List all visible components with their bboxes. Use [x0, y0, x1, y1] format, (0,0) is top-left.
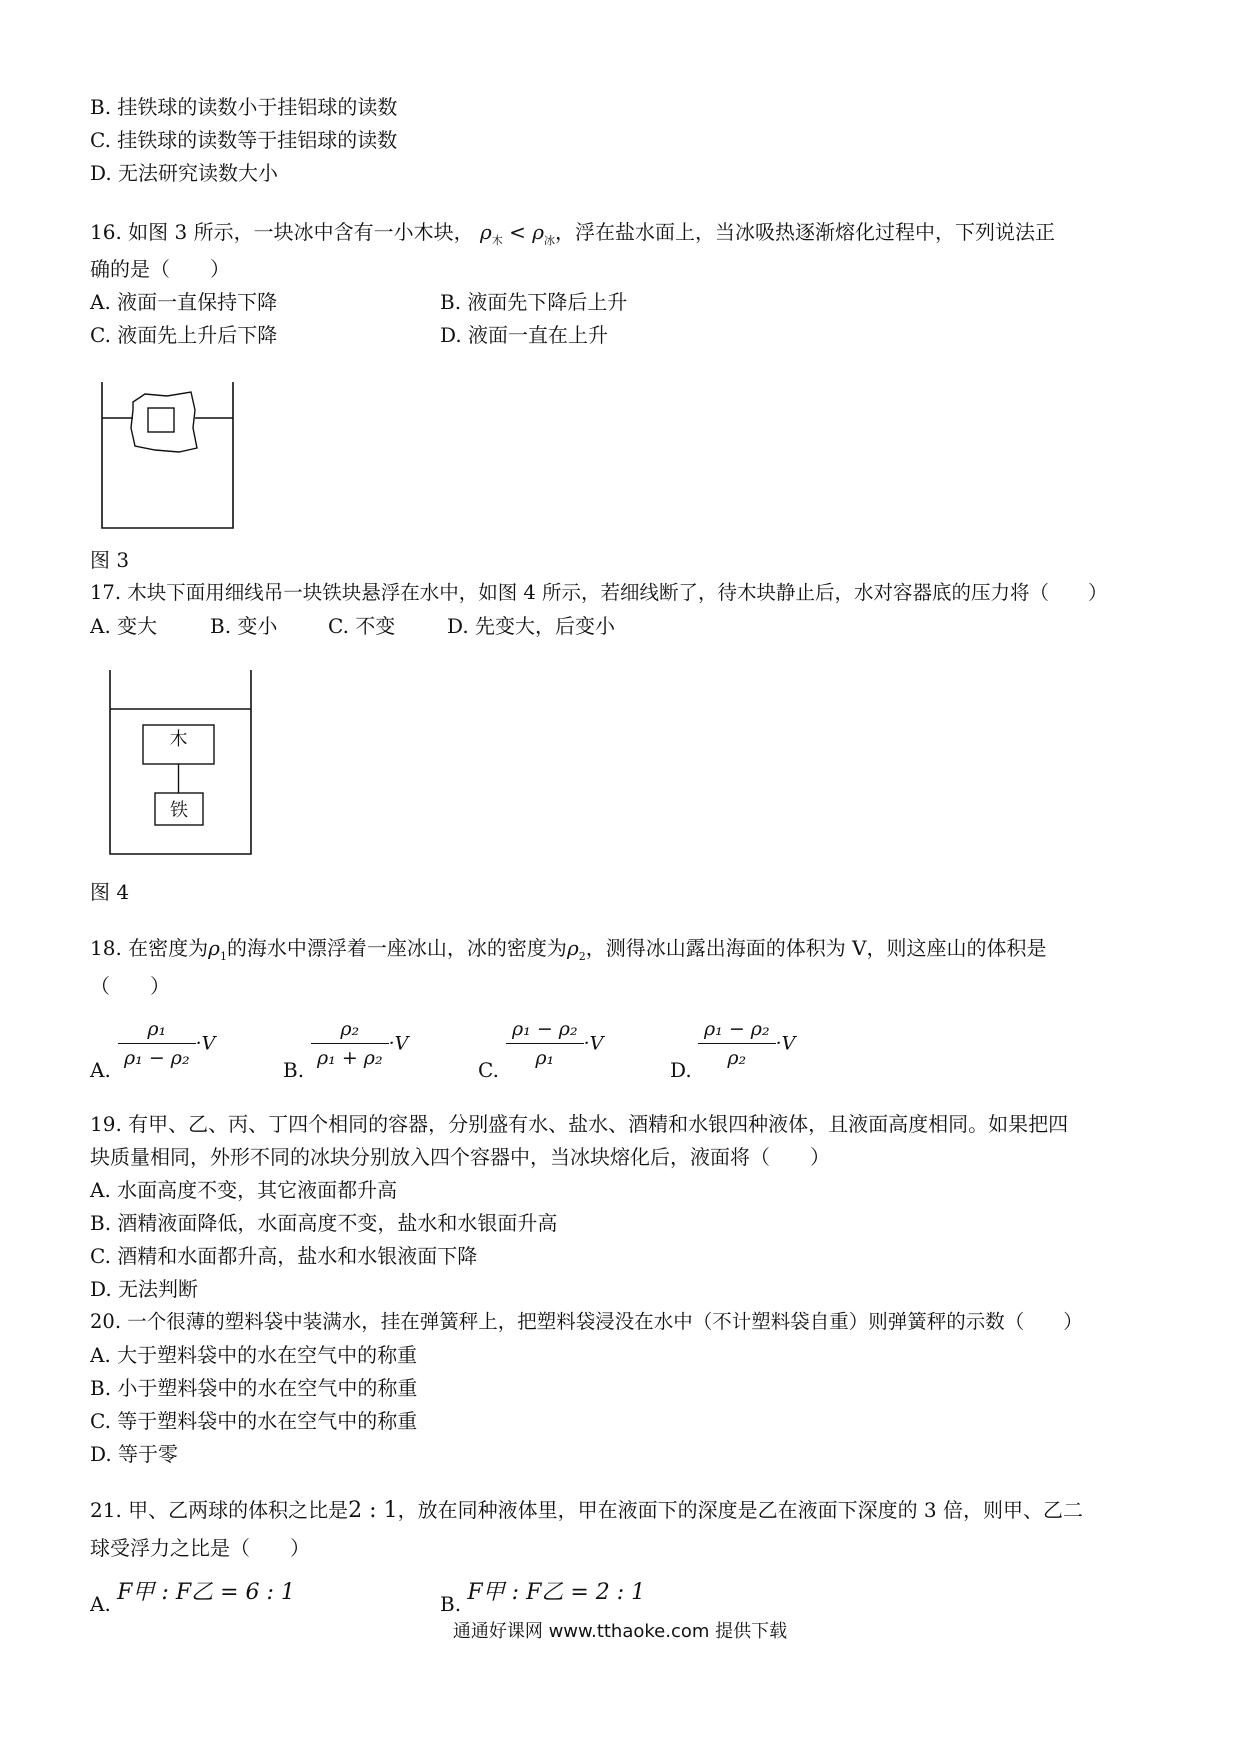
- q19-stem-line1: 19. 有甲、乙、丙、丁四个相同的容器，分别盛有水、盐水、酒精和水银四种液体，且液面高度相同。如果把四: [90, 1112, 1069, 1136]
- q16-text-b: ，浮在盐水面上，当冰吸热逐渐熔化过程中，下列说法正: [554, 220, 1055, 244]
- figure-3-diagram: [95, 380, 245, 530]
- q17-option-c: C. 不变: [328, 614, 396, 638]
- q20-option-d: D. 等于零: [90, 1442, 179, 1466]
- q19-option-c: C. 酒精和水面都升高，盐水和水银液面下降: [90, 1244, 478, 1268]
- q18-rho2: $\rho_2$: [566, 936, 586, 963]
- q15-option-c: C. 挂铁球的读数等于挂铝球的读数: [90, 128, 398, 152]
- q18-option-c-numerator: ρ₁ − ρ₂: [506, 1018, 584, 1044]
- q20-option-a: A. 大于塑料袋中的水在空气中的称重: [90, 1343, 418, 1367]
- q18-option-a-numerator: ρ₁: [118, 1018, 196, 1044]
- q21-option-a: [90, 1580, 295, 1616]
- q19-option-d: D. 无法判断: [90, 1277, 199, 1301]
- q15-option-d: D. 无法研究读数大小: [90, 161, 279, 185]
- q18-option-d-numerator: ρ₁ − ρ₂: [698, 1018, 776, 1044]
- q17-stem: 17. 木块下面用细线吊一块铁块悬浮在水中，如图 4 所示，若细线断了，待木块静止后，水对容器底的压力将（ ）: [90, 581, 1108, 604]
- q21-option-a-expr: F甲 : F乙 = 6 : 1: [117, 1580, 295, 1605]
- q16-stem-line1: [90, 219, 1055, 254]
- q16-text-a: 16. 如图 3 所示，一块冰中含有一小木块，: [90, 220, 474, 244]
- q16-option-b: B. 液面先下降后上升: [440, 290, 628, 314]
- q16-stem-line2: 确的是（ ）: [90, 257, 230, 281]
- q20-stem: 20. 一个很薄的塑料袋中装满水，挂在弹簧秤上，把塑料袋浸没在水中（不计塑料袋自重）则弹簧秤的示数（ ）: [90, 1310, 1083, 1333]
- figure-4-diagram: [105, 668, 255, 858]
- q21-text-a: 21. 甲、乙两球的体积之比是: [90, 1498, 349, 1522]
- page-footer: 通通好课网 www.tthaoke.com 提供下载: [452, 1621, 788, 1642]
- q18-option-d-label: D.: [670, 1058, 692, 1082]
- q16-rho-wood: $\rho_木$: [479, 220, 503, 247]
- q21-option-b: [440, 1580, 646, 1616]
- q18-option-c-tail: ·V: [583, 1032, 604, 1055]
- figure-3-caption: 图 3: [90, 548, 130, 572]
- wood-label: 木: [169, 729, 188, 750]
- q18-text-a: 18. 在密度为: [90, 936, 209, 960]
- q18-option-b-numerator: ρ₂: [311, 1018, 389, 1044]
- q20-option-c: C. 等于塑料袋中的水在空气中的称重: [90, 1409, 418, 1433]
- q21-stem-line1: [90, 1497, 1083, 1524]
- q19-stem-line2: 块质量相同，外形不同的冰块分别放入四个容器中，当冰块熔化后，液面将（ ）: [90, 1145, 830, 1169]
- q19-option-a: A. 水面高度不变，其它液面都升高: [90, 1178, 398, 1202]
- q16-less-than: <: [509, 220, 526, 244]
- q21-text-b: ，放在同种液体里，甲在液面下的深度是乙在液面下深度的 3 倍，则甲、乙二: [397, 1498, 1084, 1522]
- figure-4-caption: 图 4: [90, 880, 130, 904]
- q17-option-a: A. 变大: [90, 614, 158, 638]
- q16-option-a: A. 液面一直保持下降: [90, 290, 278, 314]
- q18-option-a-denominator: ρ₁ − ρ₂: [124, 1047, 190, 1069]
- q18-option-c-denominator: ρ₁: [535, 1047, 555, 1069]
- q21-stem-line2: 球受浮力之比是（ ）: [90, 1536, 310, 1560]
- q16-option-d: D. 液面一直在上升: [440, 323, 609, 347]
- q18-option-d-tail: ·V: [775, 1032, 796, 1055]
- q18-rho1: $\rho_1$: [208, 936, 227, 963]
- q17-option-d: D. 先变大，后变小: [447, 614, 616, 638]
- q21-option-b-expr: F甲 : F乙 = 2 : 1: [467, 1580, 646, 1605]
- q18-option-b-tail: ·V: [388, 1032, 409, 1055]
- q18-option-b-label: B.: [283, 1058, 305, 1082]
- q18-option-d-denominator: ρ₂: [727, 1047, 747, 1069]
- q18-option-c-label: C.: [478, 1058, 499, 1082]
- q17-option-b: B. 变小: [210, 614, 278, 638]
- q16-rho-ice: $\rho_冰$: [532, 220, 555, 247]
- q18-stem-line1: [90, 935, 1047, 970]
- q21-ratio: 2 : 1: [348, 1498, 398, 1523]
- q18-option-a-tail: ·V: [195, 1032, 216, 1055]
- q21-option-b-label: B.: [440, 1592, 462, 1616]
- q18-option-b-denominator: ρ₁ + ρ₂: [317, 1047, 383, 1069]
- q20-option-b: B. 小于塑料袋中的水在空气中的称重: [90, 1376, 418, 1400]
- q16-option-c: C. 液面先上升后下降: [90, 323, 278, 347]
- q18-text-b: 的海水中漂浮着一座冰山，冰的密度为: [226, 936, 567, 960]
- q15-option-b: B. 挂铁球的读数小于挂铝球的读数: [90, 95, 398, 119]
- q18-stem-line2: （ ）: [90, 974, 170, 998]
- q21-option-a-label: A.: [90, 1592, 111, 1616]
- iron-label: 铁: [170, 800, 188, 821]
- q18-option-a-label: A.: [90, 1058, 111, 1082]
- q19-option-b: B. 酒精液面降低，水面高度不变，盐水和水银面升高: [90, 1211, 558, 1235]
- q18-text-c: ，测得冰山露出海面的体积为 V，则这座山的体积是: [585, 936, 1047, 960]
